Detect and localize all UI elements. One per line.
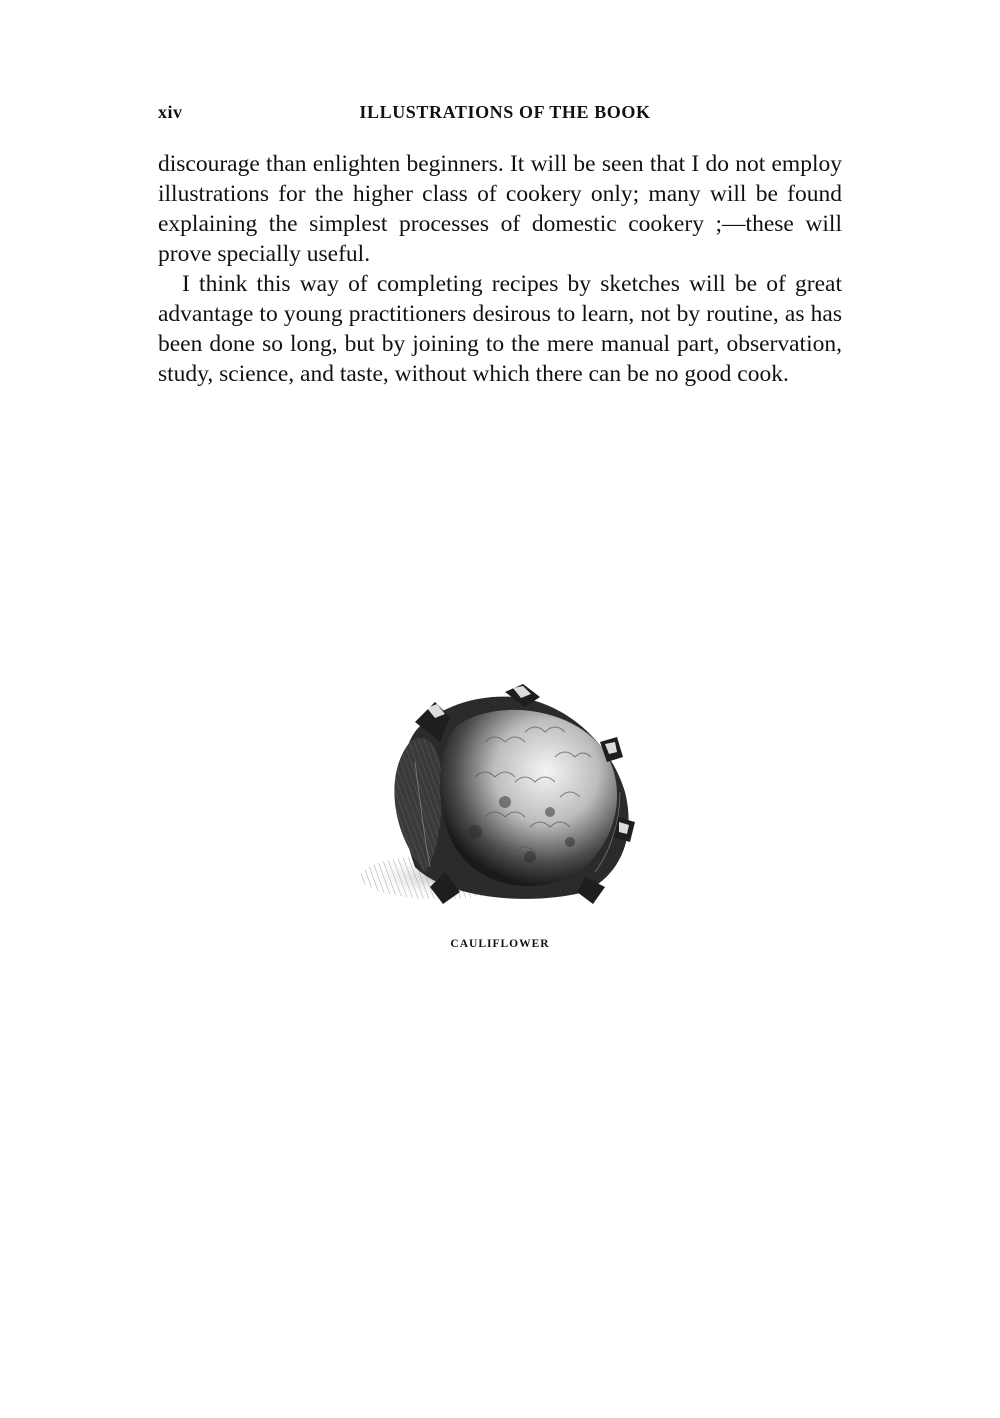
- cauliflower-icon: [355, 682, 645, 922]
- running-head: ILLUSTRATIONS OF THE BOOK: [359, 102, 651, 122]
- paragraph-continued: discourage than enlighten beginners. It will be seen that I do not employ illustrations for the higher class of cookery only; many will be found explaining the simplest processes of domestic cookery ;—these will prove specially useful.: [158, 151, 842, 267]
- body-text: [158, 149, 842, 389]
- page-number: xiv: [158, 102, 183, 122]
- cauliflower-illustration: [355, 682, 645, 922]
- figure-caption: CAULIFLOWER: [450, 938, 550, 950]
- paragraph: I think this way of completing recipes by sketches will be of great advantage to young practitioners desirous to learn, not by routine, as has been done so long, but by joining to the mere manual part, observation, study, science, and taste, without which there can be no good cook.: [158, 271, 842, 387]
- page-header: [158, 102, 842, 128]
